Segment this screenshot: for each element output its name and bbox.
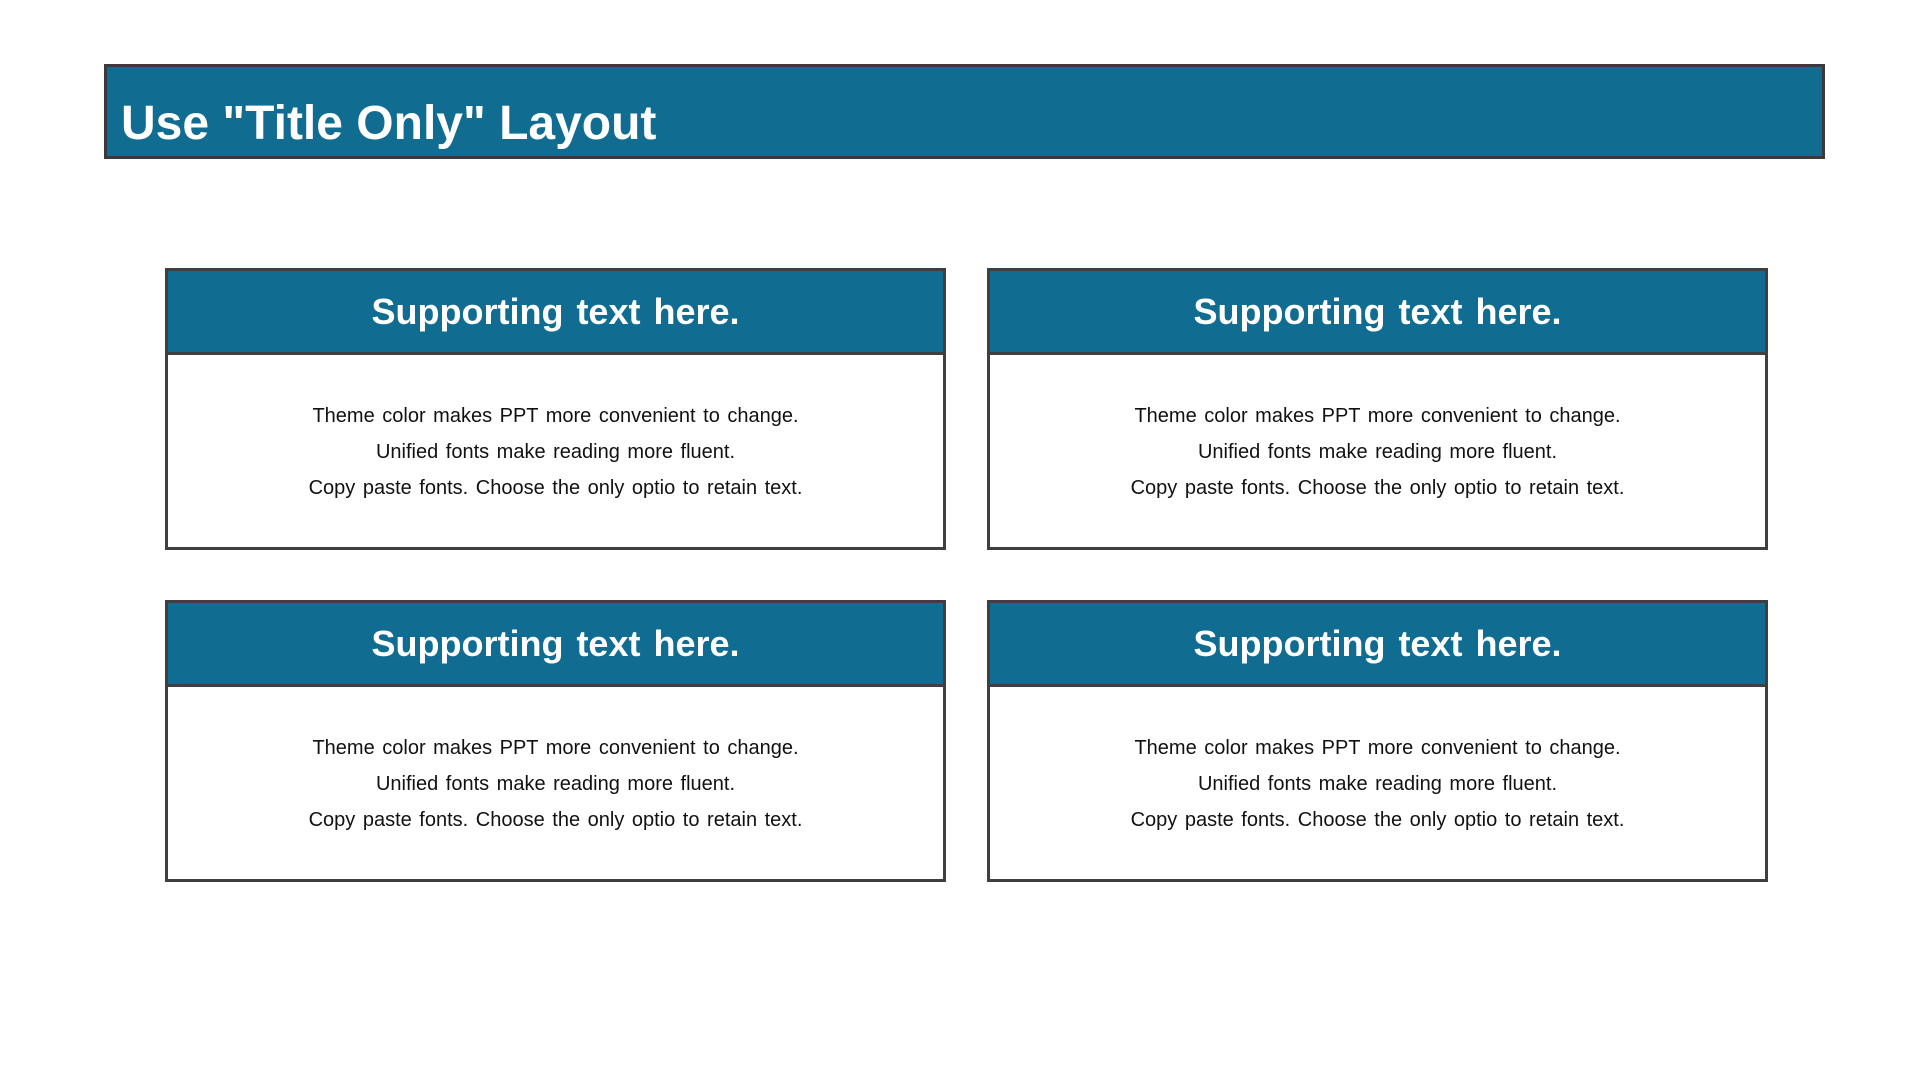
card-header xyxy=(990,603,1765,687)
card-line: Unified fonts make reading more fluent. xyxy=(1197,773,1558,795)
card-header xyxy=(168,603,943,687)
card-header xyxy=(990,271,1765,355)
card-heading: Supporting text here. xyxy=(371,290,740,332)
info-card-bottom-left xyxy=(165,600,946,882)
card-line: Theme color makes PPT more convenient to change. xyxy=(1134,405,1621,427)
card-line: Unified fonts make reading more fluent. xyxy=(375,441,736,463)
card-body xyxy=(990,355,1765,506)
card-body xyxy=(168,355,943,506)
card-line: Theme color makes PPT more convenient to change. xyxy=(312,737,799,759)
slide-title: Use "Title Only" Layout xyxy=(121,97,657,150)
card-heading: Supporting text here. xyxy=(1193,290,1562,332)
card-line: Copy paste fonts. Choose the only optio to retain text. xyxy=(308,477,803,499)
card-line: Copy paste fonts. Choose the only optio to retain text. xyxy=(1130,809,1625,831)
card-line: Theme color makes PPT more convenient to change. xyxy=(312,405,799,427)
info-card-top-right xyxy=(987,268,1768,550)
card-line: Theme color makes PPT more convenient to change. xyxy=(1134,737,1621,759)
card-heading: Supporting text here. xyxy=(1193,622,1562,664)
card-body xyxy=(990,687,1765,838)
info-card-top-left xyxy=(165,268,946,550)
card-line: Copy paste fonts. Choose the only optio to retain text. xyxy=(308,809,803,831)
card-line: Copy paste fonts. Choose the only optio to retain text. xyxy=(1130,477,1625,499)
card-body xyxy=(168,687,943,838)
title-bar xyxy=(104,64,1825,159)
card-line: Unified fonts make reading more fluent. xyxy=(375,773,736,795)
card-line: Unified fonts make reading more fluent. xyxy=(1197,441,1558,463)
card-header xyxy=(168,271,943,355)
card-heading: Supporting text here. xyxy=(371,622,740,664)
info-card-bottom-right xyxy=(987,600,1768,882)
